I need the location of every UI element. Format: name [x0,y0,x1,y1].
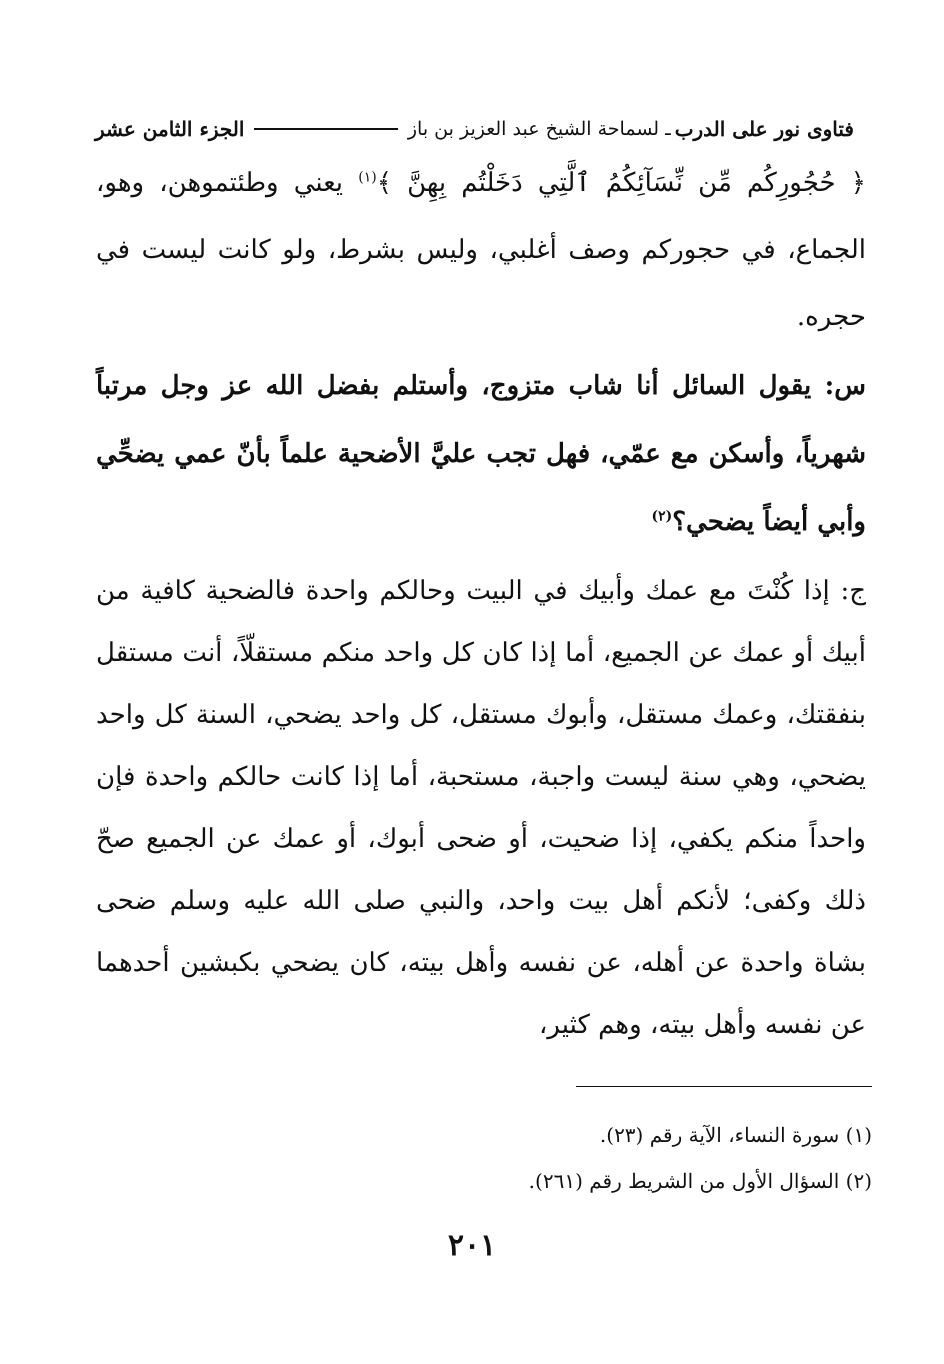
quran-verse: ﴿ حُجُورِكُم مِّن نِّسَآئِكُمُ ٱلَّتِي دَخَلْتُم بِهِنَّ ﴾ [376,168,866,198]
header-book-title: فتاوى نور على الدرب [674,117,854,141]
paragraph-text: يعني وطئتموهن، وهو، الجماع، في حجوركم وصف أغلبي، وليس بشرط، ولو كانت ليست في حجره. [96,168,866,332]
paragraph-continuation [96,150,866,351]
question-text: س: يقول السائل أنا شاب متزوج، وأستلم بفضل الله عز وجل مرتباً شهرياً، وأسكن مع عمّي، فهل تجب عليَّ الأضحية علماً بأنّ عمي يضحِّي وأبي أيضاً يضحي؟ [96,371,866,537]
header-part: الجزء الثامن عشر [95,117,245,141]
running-header [95,112,854,146]
footnote-separator [576,1086,872,1087]
page-number: ٢٠١ [447,1228,497,1263]
footnote-ref-2: (٢) [651,508,673,525]
footnote-ref-1: (١) [358,169,377,186]
answer-paragraph [96,560,866,1056]
footnote-2: (٢) السؤال الأول من الشريط رقم (٢٦١). [528,1169,872,1193]
header-author: ـ لسماحة الشيخ عبد العزيز بن باز [407,118,671,140]
header-rule [254,128,397,130]
footnote-1: (١) سورة النساء، الآية رقم (٢٣). [599,1123,872,1147]
footnotes [96,1112,872,1204]
answer-text: ج: إذا كُنْتَ مع عمك وأبيك في البيت وحالكم واحدة فالضحية كافية من أبيك أو عمك عن الجميع، أما إذا كان كل واحد منكم مستقلّاً، أنت مستقل بنفقتك، وعمك مستقل، وأبوك مستقل، كل واحد يضحي، السنة كل واحد يضحي، وهي سنة ليست واجبة، مستحبة، أما إذا كانت حالكم واحدة فإن واحداً منكم يكفي، إذا ضحيت، أو ضحى أبوك، أو عمك عن الجميع صحّ ذلك وكفى؛ لأنكم أهل بيت واحد، والنبي صلى الله عليه وسلم ضحى بشاة واحدة عن أهله، عن نفسه وأهل بيته، كان يضحي بكبشين أحدهما عن نفسه وأهل بيته، وهم كثير، [96,576,866,1040]
question-paragraph [96,352,866,556]
